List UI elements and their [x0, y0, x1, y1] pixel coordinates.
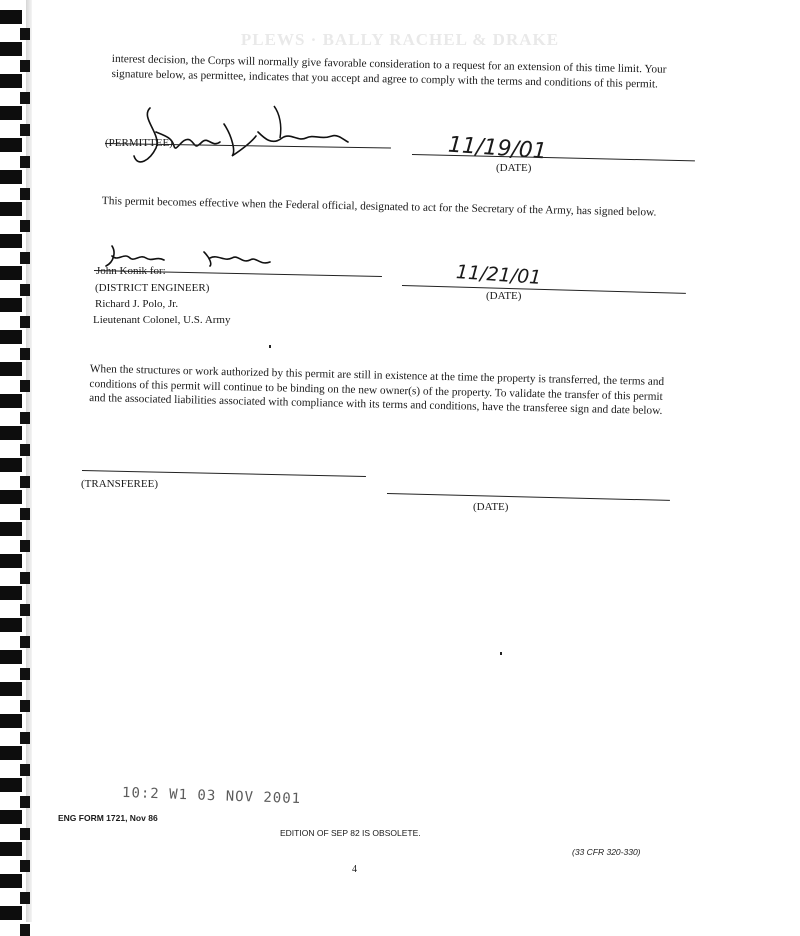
binding-notch: [20, 572, 30, 584]
binding-hole: [0, 522, 22, 536]
binding-notch: [20, 124, 30, 136]
binding-hole: [0, 138, 22, 152]
effective-paragraph: This permit becomes effective when the Federal official, designated to act for the Secretary of the Army, has signed below.: [101, 194, 657, 219]
binding-hole: [0, 778, 22, 792]
binding-notch: [20, 188, 30, 200]
binding-hole: [0, 170, 22, 184]
bleed-through-heading: PLEWS · BALLY RACHEL & DRAKE: [240, 30, 560, 49]
engineer-name-line: John Konik for:: [96, 265, 166, 277]
permittee-date-label: (DATE): [496, 162, 532, 174]
stray-mark: [269, 345, 271, 348]
binding-notch: [20, 252, 30, 264]
binding-hole: [0, 746, 22, 760]
binding-hole: [0, 362, 22, 376]
binding-hole: [0, 234, 22, 248]
binding-hole: [0, 74, 22, 88]
binding-notch: [20, 380, 30, 392]
transferee-label: (TRANSFEREE): [81, 478, 158, 490]
binding-hole: [0, 426, 22, 440]
transferee-signature-line: [82, 470, 366, 477]
engineer-officer-rank: Lieutenant Colonel, U.S. Army: [93, 314, 231, 326]
engineer-date-line: [402, 285, 686, 294]
binding-hole: [0, 266, 22, 280]
binding-hole: [0, 330, 22, 344]
binding-notch: [20, 892, 30, 904]
page-number: 4: [352, 864, 357, 875]
binding-notch: [20, 412, 30, 424]
binding-hole: [0, 650, 22, 664]
binding-notch: [20, 60, 30, 72]
binding-hole: [0, 618, 22, 632]
binding-hole: [0, 394, 22, 408]
binding-hole: [0, 202, 22, 216]
binding-notch: [20, 764, 30, 776]
binding-notch: [20, 924, 30, 936]
binding-hole: [0, 554, 22, 568]
transferee-date-label: (DATE): [473, 501, 509, 513]
engineer-title: (DISTRICT ENGINEER): [95, 282, 210, 294]
binding-notch: [20, 796, 30, 808]
binding-hole: [0, 810, 22, 824]
binding-hole: [0, 682, 22, 696]
binding-hole: [0, 458, 22, 472]
transfer-paragraph: When the structures or work authorized by this permit are still in existence at the time the property is transferred, the terms and conditions of this permit will continue to be binding on the new owner(s) of the property. To validate the transfer of this permit and the associated liabilities associated with compliance with its terms and conditions, have the transferee sign and date below.: [89, 362, 665, 417]
binding-notch: [20, 316, 30, 328]
binding-notch: [20, 476, 30, 488]
received-stamp: 10:2 W1 03 NOV 2001: [121, 784, 302, 808]
footer-edition-note: EDITION OF SEP 82 IS OBSOLETE.: [280, 828, 421, 838]
stray-mark-2: [500, 652, 502, 655]
footer-form-number: ENG FORM 1721, Nov 86: [58, 813, 158, 823]
binding-notch: [20, 444, 30, 456]
binding-hole: [0, 10, 22, 24]
footer-cfr-reference: (33 CFR 320-330): [572, 847, 641, 857]
extension-paragraph: interest decision, the Corps will normally give favorable consideration to a request for an extension of this time limit. Your signature below, as permittee, indicates that you accept and agree to comply with the terms and conditions of this permit.: [111, 52, 667, 90]
binding-notch: [20, 156, 30, 168]
binding-notch: [20, 700, 30, 712]
engineer-officer-name: Richard J. Polo, Jr.: [95, 298, 179, 310]
binding-notch: [20, 540, 30, 552]
binding-notch: [20, 860, 30, 872]
binding-hole: [0, 906, 22, 920]
binding-hole: [0, 842, 22, 856]
binding-notch: [20, 508, 30, 520]
binding-hole: [0, 106, 22, 120]
binding-notch: [20, 636, 30, 648]
binding-hole: [0, 874, 22, 888]
binding-notch: [20, 668, 30, 680]
engineer-date-value: 11/21/01: [455, 261, 543, 289]
binding-notch: [20, 604, 30, 616]
binding-notch: [20, 828, 30, 840]
engineer-date-label: (DATE): [486, 290, 522, 302]
binding-notch: [20, 348, 30, 360]
binding-hole: [0, 586, 22, 600]
transferee-date-line: [387, 493, 670, 501]
binding-notch: [20, 220, 30, 232]
binding-notch: [20, 284, 30, 296]
document-page: [40, 0, 760, 922]
binding-hole: [0, 490, 22, 504]
binding-hole: [0, 714, 22, 728]
permittee-date-value: 11/19/01: [447, 132, 548, 165]
binding-notch: [20, 732, 30, 744]
binding-hole: [0, 42, 22, 56]
binding-notch: [20, 28, 30, 40]
binding-notch: [20, 92, 30, 104]
binding-spine: [26, 0, 32, 922]
binding-hole: [0, 298, 22, 312]
spiral-binding: [0, 0, 34, 922]
permittee-label: (PERMITTEE): [105, 137, 173, 149]
